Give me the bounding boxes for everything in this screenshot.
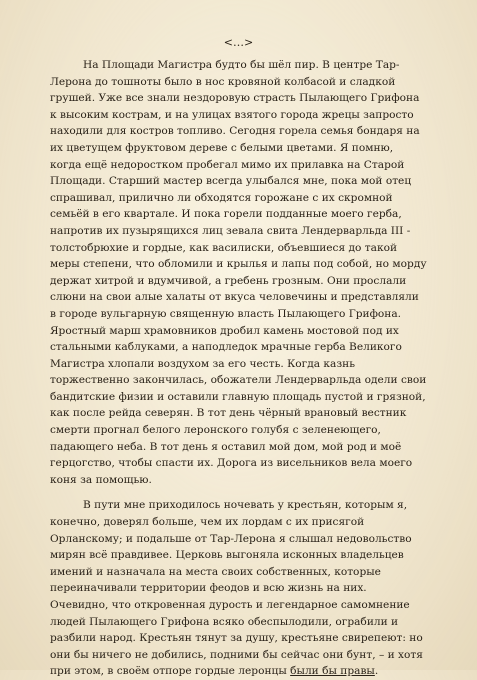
ellipsis-mark: <…> xyxy=(223,36,254,49)
paragraph-2 xyxy=(50,497,427,680)
paragraph-2-text: В пути мне приходилось ночевать у крестьян, которым я, конечно, доверял больше, чем их лордам с их присягой Орланскому; и подальше от Тар-Лерона я слышал недовольство мирян всё правдивее. Церковь выгоняла исконных владельцев имений и назначала на места своих собственных, которые переиначивали территории феодов и всю жизнь на них. Очевидно, что откровенная дурость и легендарное самомнение людей Пылающего Грифона всяко обеспылодили, ограбили и разбили народ. Крестьян тянут за душу, крестьяне свирепеют: но они бы ничего не добились, подними бы сейчас они бунт, – и хотя при этом, в своём отпоре гордые леронцы xyxy=(50,499,423,678)
paragraph-2-end: . xyxy=(374,665,379,678)
paragraph-1: На Площади Магистра будто бы шёл пир. В центре Тар-Лерона до тошноты было в нос кровяной колбасой и сладкой грушей. Уже все знали нездоровую страсть Пылающего Грифона к высоким кострам, и на улицах взятого города жрецы запросто находили для костров топливо. Сегодня горела семья бондаря на их цветущем фруктовом дереве с белыми цветами. Я помню, когда ещё недоростком пробегал мимо их прилавка на Старой Площади. Старший мастер всегда улыбался мне, пока мой отец спрашивал, прилично ли обходятся горожане с их скромной семьёй в его квартале. И пока горели подданные моего герба, напротив их пузырящихся лиц зевала свита Лендерварльда III - толстобрюхие и гордые, как василиски, объевшиеся до такой меры степени, что обломили и крылья и лапы под собой, но морду держат хитрой и вдумчивой, а гребень грозным. Они прослали слюни на свои алые халаты от вкуса человечины и представляли в городе вульгарную священную власть Пылающего Грифона. Яростный марш храмовников дробил камень мостовой под их стальными каблуками, а наподледок мрачные герба Великого Магистра хлопали воздухом за его честь. Когда казнь торжественно закончилась, обожатели Лендерварльда одели свои бандитские физии и оставили главную площадь пустой и грязной, как после рейда северян. В тот день чёрный врановый вестник смерти прогнал белого леронского голубя с зеленеющего, падающего неба. В тот день я оставил мой дом, мой род и моё герцогство, чтобы спасти их. Дорога из висельников вела моего коня за помощью. xyxy=(50,59,427,486)
underlined-phrase: были бы правы xyxy=(290,665,375,678)
